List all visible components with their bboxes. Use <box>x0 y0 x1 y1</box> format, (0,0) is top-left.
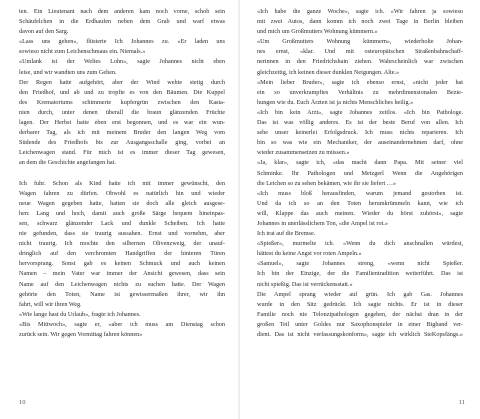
text-line: Ich bin der Einzige, der die Familientradition weiterführt. Das ist <box>257 270 463 278</box>
text-line: dient. Das ist nicht verfassungskonform», sagte ich wirklich SteKopsfängs.» <box>257 331 463 338</box>
text-line: Namen – mein Vater war immer der Ansicht gewesen, dass sein <box>19 270 225 278</box>
text-line: leise, und wir wandten uns zum Gehen. <box>19 68 117 76</box>
text-line: «Ich bin kein Arzt», sagte Johannes zeitlos. «Ich bin Pathologe. <box>257 108 463 116</box>
text-line: «Ich muss bloß herausfinden, warum jemand gestorben ist. <box>257 189 463 197</box>
text-line: sehe unser keinerlei Erfolgsdruck. Ich muss nichts reparieren. Ich <box>257 129 463 137</box>
text-line: nerinnen in den Friedrichshain ziehen. Wahrscheinlich war zwischen <box>257 58 463 66</box>
text-line: nes ernst, «klar. Und mit osteuropäischen Straßenbahnschaff- <box>257 48 463 56</box>
text-line: nie gefunden, dass sie traurig aussahen. Ernst und vornehm, aber <box>19 230 225 238</box>
text-line: den Friedhof, und ab und zu tropfte es von den Bäumen. Die Kuppel <box>19 88 225 96</box>
text-line: gleichzeitig, ich keinen dieser dunklen Neigungen. Alte.» <box>257 68 400 76</box>
text-line: nien durch, unter denen überall die braun glänzenden Früchte <box>19 108 225 116</box>
text-line: «Umlank ist der Weltes Lohn», sagte Johannes nicht eben <box>19 58 225 66</box>
text-line: Leichenwagen stand. Für mich ist es immer dieser Tag gewesen, <box>19 149 225 157</box>
text-line: «Ich habe die ganze Woche», sagte ich. «Wir fahren ja sowieso <box>257 8 463 15</box>
text-line: Und da ich so an den Toten herumkrümmeln kann, wie ich <box>257 199 463 207</box>
text-line: Der Regen hatte aufgehört, aber der Wind wehte stetig durch <box>19 78 225 86</box>
text-line: wurde in den Sitz gedrückt. Ich sagte nichts. Er ist in dieser <box>257 300 463 308</box>
text-line: des Krematoriums schimmerte kupfergrün zwischen den Kasta- <box>19 98 225 106</box>
text-line: großen Teil unter Goldes nur Saxophonspieler in einer Bigband ver- <box>257 320 463 328</box>
text-line: derbarer Tag, als ich mit meinem Bruder den langen Weg vom <box>19 129 225 137</box>
text-line: ein so unverkrampftes Verhältnis zu mehrdimensionalen Bezie- <box>257 88 463 96</box>
text-line: Schminke. Ihr Pathologen und Metzgerl Wenn die Angehörigen <box>257 169 463 177</box>
text-line: nicht traurig. Ich mochte den silbernen Olivenzweig, der unauf- <box>19 240 225 248</box>
text-line: Familie noch nie Telonzipathologen gegeben, der nächst dran in der <box>257 310 463 318</box>
text-line: hättest du keine Angst vor roten Ampeln.» <box>257 250 362 258</box>
text-line: sowieso nicht zum Leichenschmaus ein. Niemals.» <box>19 48 146 56</box>
left-page-text <box>19 7 225 340</box>
text-line: Johannes in unerlässlichem Ton, «die Ampel ist rot.» <box>257 219 388 227</box>
text-line: an dem die Geschichte angefangen hat. <box>19 159 116 167</box>
text-line: Ich trat auf die Bremse. <box>257 230 316 238</box>
text-line: Schäufelchen in die Erdhaufen neben dem Grab und warf etwas <box>19 18 225 26</box>
text-line: Das ist was völlig anderes. Es ist der beste Beruf von allen. Ich <box>257 119 463 127</box>
text-line: «Mein lieber Bruder», sagte ich ebenso ernst, «nicht jeder hat <box>257 78 463 86</box>
text-line: hungen wie du. Euch Ärzten ist ja nichts Menschliches heilig.» <box>257 98 414 106</box>
text-line: Wagen fahren zu dürfen. Obwohl es natürlich hin und wieder <box>19 189 225 197</box>
text-line: zurück sein. Wir gegen Vormittag fahren können» <box>19 331 143 338</box>
text-line: Die Ampel sprang wieder auf grün. Ich gab Gas. Johannes <box>257 290 463 298</box>
text-line: hen: Lang und hoch, damit auch große Särge bequem hineinpas- <box>19 209 225 217</box>
text-line: lagen. Der Herbst hatte eben erst begonnen, und es war ein wun- <box>19 119 225 127</box>
text-line: nicht spießig. Das ist verrückensstatt.» <box>257 280 353 288</box>
text-line: will, Klappe das auch meinen. Wieder du hörst zuhörst», sagte <box>257 209 463 217</box>
text-line <box>19 169 225 179</box>
text-line: gehörte den Toten, Name ist gewissermaßen ihrer, wir ihn <box>19 290 225 298</box>
text-line: davon auf den Sarg. <box>19 28 69 36</box>
text-line: «Um Großmutters Wohnung kümmern», wiederholte Johan- <box>257 38 463 46</box>
text-line: dringlich auf den verchromten Handgriffen der hinteren Türen <box>19 250 225 258</box>
text-line: neue Wagen gegeben hatte, hatten sie doch alle gleich ausgese- <box>19 199 225 207</box>
text-line: und mich um Großmutters Wohnung kümmern.» <box>257 28 378 36</box>
text-line: Südende des Friedhofs bis zur Ausgangsschalle ging, vorbei an <box>19 139 225 147</box>
text-line: fahrt, will wir ihren Weg. <box>19 300 82 308</box>
text-line: ten. Ein Lieutenant nach dem anderen kam noch vorne, schob sein <box>19 8 225 15</box>
text-line: Ich fuhr. Schon als Kind hatte ich mit immer gewünscht, den <box>19 179 225 187</box>
text-line: die Leichen so zu sehen bekämen, wie ihr sie liefert …» <box>257 179 396 187</box>
text-line: mit zwei Autos, dann komm ich noch zwei Tage in Berlin bleiben <box>257 18 463 26</box>
text-line: «Samuel», sagte Johannes streng, «wenn nicht Spießer. <box>257 260 463 268</box>
text-line: bin so was wie ein Mechaniker, der auseinandernehmen darf, ohne <box>257 139 463 147</box>
right-page-text <box>257 7 463 340</box>
text-line: wieder zusammensetzen zu müssen.» <box>257 149 350 157</box>
right-page-number: 11 <box>458 399 465 406</box>
text-line: «Ja, klar», sagte ich, «das macht dann Papa. Mit seiner viel <box>257 159 463 167</box>
text-line: «Bis Mittwoch», sagte er, «aber ich muss am Dienstag schon <box>19 320 225 328</box>
text-line: sen, schwarz glänzender Lack und dunkle Scheiben. Ich hatte <box>19 219 225 227</box>
text-line: hervorsprang. Sonst gab es keinen Schmuck und auch keinen <box>19 260 225 268</box>
text-line: «Spießer», murmelte ich. «Wenn du dich anschnallen würdest, <box>257 240 463 248</box>
left-page-number: 10 <box>19 399 26 406</box>
text-line: «Wie lange hast du Urlaub», fragte ich Johannes. <box>19 310 141 318</box>
text-line: Name auf den Leichenwagen nichts zu suchen hatte. Der Wagen <box>19 280 225 288</box>
text-line: «Lass uns gehen», flüsterte Ich Johannes zu. «Er laden uns <box>19 38 225 46</box>
right-page <box>240 0 480 419</box>
